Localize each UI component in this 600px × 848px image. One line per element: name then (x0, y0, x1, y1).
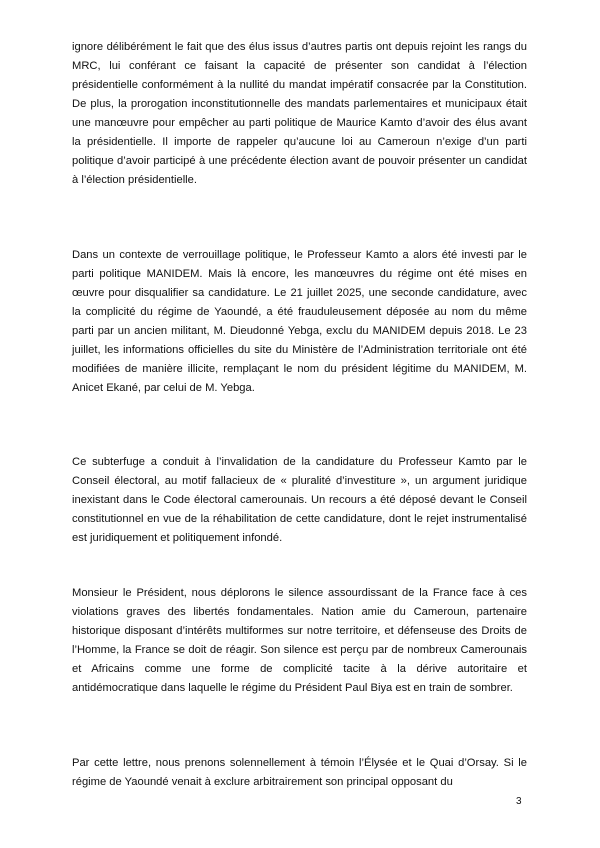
paragraph: Dans un contexte de verrouillage politique, le Professeur Kamto a alors été investi par le parti politique MANIDEM. Mais là encore, les manœuvres du régime ont été mises en œuvre pour disqualifier sa candidature. Le 21 juillet 2025, une seconde candidature, avec la complicité du régime de Yaoundé, a été frauduleusement déposée au nom du même parti par un ancien militant, M. Dieudonné Yebga, exclu du MANIDEM depuis 2018. Le 23 juillet, les informations officielles du site du Ministère de l’Administration territoriale ont été modifiées de manière illicite, remplaçant le nom du président légitime du MANIDEM, M. Anicet Ekané, par celui de M. Yebga. (72, 249, 527, 394)
paragraph: ignore délibérément le fait que des élus issus d’autres partis ont depuis rejoint les rangs du MRC, lui conférant ce faisant la capacité de présenter son candidat à l’élection présidentielle conformément à la nullité du mandat impératif consacrée par la Constitution. De plus, la prorogation inconstitutionnelle des mandats parlementaires et municipaux était une manœuvre pour empêcher au parti politique de Maurice Kamto d’avoir des élus avant la présidentielle. Il importe de rappeler qu’aucune loi au Cameroun n’exige d’un parti politique d’avoir participé à une précédente élection avant de pouvoir présenter un candidat à l’élection présidentielle. (72, 41, 527, 186)
paragraph: Monsieur le Président, nous déplorons le silence assourdissant de la France face à ces violations graves des libertés fondamentales. Nation amie du Cameroun, partenaire historique disposant d’intérêts multiformes sur notre territoire, et défenseuse des Droits de l’Homme, la France se doit de réagir. Son silence est perçu par de nombreux Camerounais et Africains comme une forme de complicité tacite à la dérive autoritaire et antidémocratique dans laquelle le régime du Président Paul Biya est en train de sombrer. (72, 587, 527, 694)
paragraph: Par cette lettre, nous prenons solennellement à témoin l’Élysée et le Quai d’Orsay. Si le régime de Yaoundé venait à exclure arbitrairement son principal opposant du (72, 757, 527, 788)
page-number: 3 (516, 796, 522, 807)
paragraph: Ce subterfuge a conduit à l’invalidation de la candidature du Professeur Kamto par le Conseil électoral, au motif fallacieux de « pluralité d’investiture », un argument juridique inexistant dans le Code électoral camerounais. Un recours a été déposé devant le Conseil constitutionnel en vue de la réhabilitation de cette candidature, dont le rejet instrumentalisé est juridiquement et politiquement infondé. (72, 456, 527, 544)
